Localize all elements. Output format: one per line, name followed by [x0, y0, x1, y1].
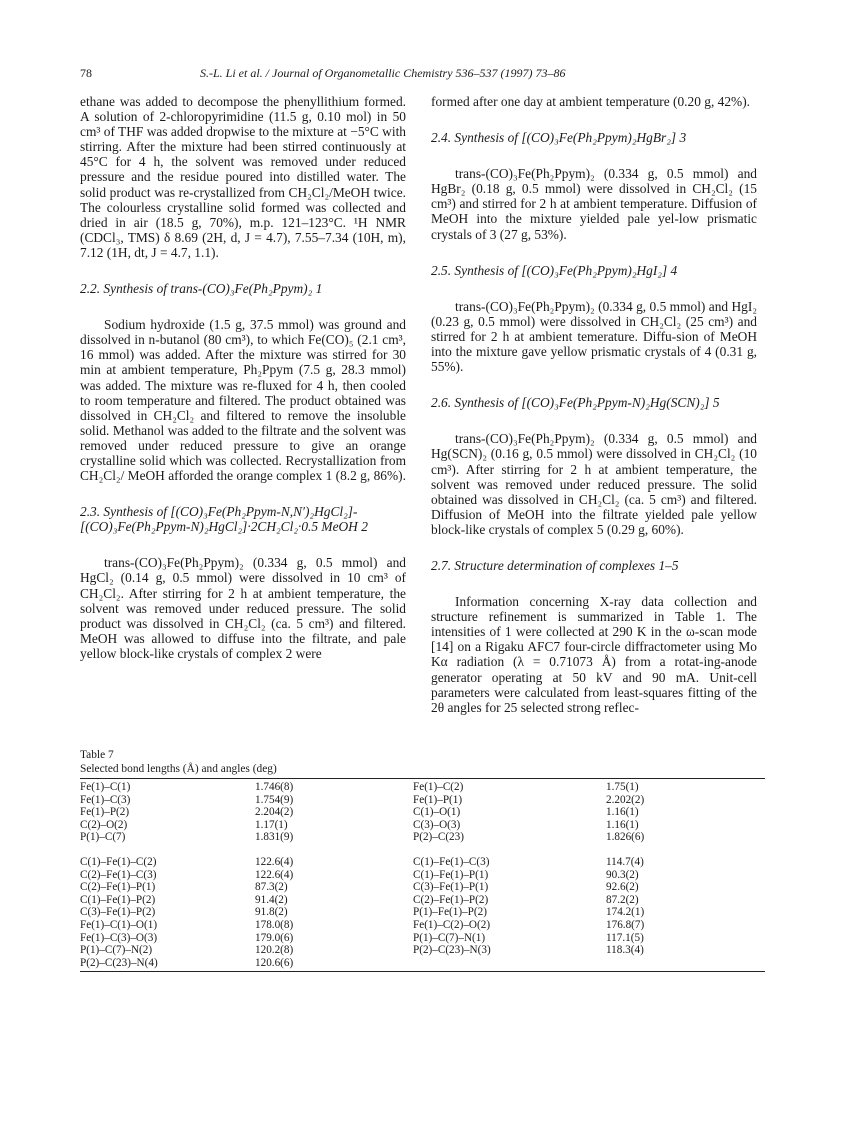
table-cell-value: 120.2(8): [255, 944, 294, 957]
table-cell-label: P(2)–C(23)–N(4): [80, 956, 158, 969]
table-cell-label: C(2)–Fe(1)–C(3): [80, 868, 157, 881]
table-cell-value: 176.8(7): [606, 918, 645, 931]
table-cell-value: 90.3(2): [606, 868, 639, 881]
table-cell-value: [606, 957, 765, 972]
table-cell-value: 117.1(5): [606, 931, 644, 944]
table-cell-label: Fe(1)–C(2): [413, 781, 464, 793]
table-cell-value: 2.204(2): [255, 806, 294, 819]
bond-angle-row: [80, 854, 765, 869]
table-cell-value: 1.826(6): [606, 831, 645, 844]
bond-length-row: [80, 831, 765, 846]
table-cell-value: 122.6(4): [255, 868, 294, 881]
paragraph-continued: formed after one day at ambient temperature (0.20 g, 42%).: [431, 94, 751, 109]
bond-angle-row: [80, 906, 765, 919]
table-cell-value: 87.2(2): [606, 893, 639, 906]
table-cell-label: C(3)–Fe(1)–P(1): [413, 881, 489, 894]
bond-length-row: [80, 779, 765, 794]
page-number: 78: [80, 66, 92, 80]
table-cell-label: C(1)–Fe(1)–P(1): [413, 868, 489, 881]
table-cell-label: C(1)–Fe(1)–P(2): [80, 893, 156, 906]
bond-angle-row: [80, 957, 765, 972]
table-cell-value: 92.6(2): [606, 881, 639, 894]
paragraph-synthesis-3: trans-(CO)₃Fe(Ph₂Ppym)₂ (0.334 g, 0.5 mmol) and HgBr₂ (0.18 g, 0.5 mmol) were dissolved in CH₂Cl₂ (15 cm³) and stirred for 2 h at ambient temperature. Diffusion of MeOH into the mixture yielded pale yel-low prismatic crystals of 3 (27 g, 53%).: [431, 166, 757, 242]
table-spacer-cell: [80, 846, 765, 854]
table-cell-value: 179.0(6): [255, 931, 294, 944]
table-title: Table 7: [80, 749, 114, 761]
right-column: [431, 94, 757, 715]
table-cell-label: Fe(1)–C(3)–O(3): [80, 931, 158, 944]
bond-table: [80, 778, 765, 972]
table-cell-label: P(2)–C(23)–N(3): [413, 944, 491, 957]
table-cell-value: 1.16(1): [606, 818, 639, 831]
table-cell-label: C(3)–Fe(1)–P(2): [80, 906, 156, 919]
section-heading-2-2: 2.2. Synthesis of trans-(CO)₃Fe(Ph₂Ppym)₂ 1: [80, 281, 323, 297]
table-cell-value: 87.3(2): [255, 881, 288, 894]
table-cell-label: Fe(1)–C(1)–O(1): [80, 918, 158, 931]
paragraph-structure-determination: Information concerning X-ray data collection and structure refinement is summarized in Table 1. The intensities of 1 were collected at 290 K in the ω-scan mode [14] on a Rigaku AFC7 four-circle diffractometer using Mo Kα radiation (λ = 0.71073 Å) from a rotat-ing-anode generator operating at 50 kV and 90 mA. Unit-cell parameters were calculated from least-squares fitting of the 2θ angles for 25 selected strong reflec-: [431, 594, 757, 715]
table-cell-label: P(1)–Fe(1)–P(2): [413, 906, 487, 919]
bond-angle-row: [80, 869, 765, 882]
bond-length-row: [80, 794, 765, 807]
paragraph-synthesis-1: Sodium hydroxide (1.5 g, 37.5 mmol) was ground and dissolved in n-butanol (80 cm³), to which Fe(CO)₅ (2.1 cm³, 16 mmol) was added. After the mixture was stirred for 30 min at ambient temperature, Ph₂Ppym (7.5 g, 28.3 mmol) was added. The mixture was re-fluxed for 4 h, then cooled to room temperature and filtered. The product obtained was dissolved in CH₂Cl₂ and filtered to remove the insoluble solid. Methanol was added to the filtrate and the solvent was removed under reduced pressure to give an orange crystalline solid which was collected. Recrystallization from CH₂Cl₂/ MeOH afforded the orange complex 1 (8.2 g, 86%).: [80, 317, 406, 484]
table-cell-label: P(1)–C(7)–N(2): [80, 944, 153, 957]
paragraph-continued: ethane was added to decompose the phenyllithium formed. A solution of 2-chloropyrimidine (11.5 g, 0.10 mol) in 50 cm³ of THF was added dropwise to the mixture at −5°C with stirring. After the mixture had been stirred continuously at 45°C for 4 h, the solvent was removed under reduced pressure and the residue poured into distilled water. The solid product was re-crystallized from CH₂Cl₂/MeOH twice. The colourless crystalline solid formed was collected and dried in air (18.5 g, 70%), m.p. 121–123°C. ¹H NMR (CDCl₃, TMS) δ 8.69 (2H, d, J = 4.7), 7.55–7.34 (10H, m), 7.12 (1H, dt, J = 4.7, 1.1).: [80, 94, 406, 260]
table-cell-label: C(1)–Fe(1)–C(2): [80, 855, 157, 868]
paragraph-synthesis-5: trans-(CO)₃Fe(Ph₂Ppym)₂ (0.334 g, 0.5 mmol) and Hg(SCN)₂ (0.16 g, 0.5 mmol) were dissolved in CH₂Cl₂ (10 cm³). After stirring for 2 h at ambient temperature, the solvent was removed under reduced pressure. The solid obtained was dissolved in CH₂Cl₂ (ca. 5 cm³) and filtered. Diffusion of MeOH into the filtrate yielded pale yellow block-like crystals of complex 5 (0.29 g, 60%).: [431, 431, 757, 537]
table-cell-value: 120.6(6): [255, 956, 294, 969]
table-cell-label: P(1)–C(7): [80, 831, 126, 844]
table-cell-value: 1.754(9): [255, 793, 294, 806]
table-cell-value: 1.16(1): [606, 806, 639, 819]
table-cell-label: C(2)–O(2): [80, 818, 128, 831]
table-cell-label: C(1)–O(1): [413, 806, 461, 819]
table-cell-value: 2.202(2): [606, 793, 645, 806]
section-heading-2-5: 2.5. Synthesis of [(CO)₃Fe(Ph₂Ppym)₂HgI₂] 4: [431, 262, 678, 278]
section-heading-2-6: 2.6. Synthesis of [(CO)₃Fe(Ph₂Ppym-N)₂Hg(SCN)₂] 5: [431, 395, 720, 411]
table-cell-label: [413, 957, 606, 972]
table-cell-value: 114.7(4): [606, 855, 644, 868]
table-cell-value: 1.17(1): [255, 818, 288, 831]
bond-angle-row: [80, 932, 765, 945]
table-row-spacer: [80, 846, 765, 854]
table-cell-label: P(1)–C(7)–N(1): [413, 931, 486, 944]
left-column: [80, 94, 406, 661]
running-head: S.-L. Li et al. / Journal of Organometallic Chemistry 536–537 (1997) 73–86: [200, 66, 566, 80]
paragraph-synthesis-2: trans-(CO)₃Fe(Ph₂Ppym)₂ (0.334 g, 0.5 mmol) and HgCl₂ (0.14 g, 0.5 mmol) were dissolved in 10 cm³ of CH₂Cl₂. After stirring for 2 h at ambient temperature, the solvent was removed under reduced pressure. The solid product was dissolved in CH₂Cl₂ (ca. 5 cm³) and filtered. MeOH was allowed to diffuse into the filtrate, and pale yellow block-like crystals of complex 2 were: [80, 555, 406, 661]
table-cell-label: Fe(1)–P(2): [80, 806, 130, 819]
table-cell-label: C(2)–Fe(1)–P(2): [413, 893, 489, 906]
table-cell-label: Fe(1)–C(2)–O(2): [413, 918, 491, 931]
table-cell-label: C(3)–O(3): [413, 818, 461, 831]
table-cell-value: 91.8(2): [255, 906, 288, 919]
table-cell-value: 1.75(1): [606, 781, 639, 793]
table-cell-label: C(1)–Fe(1)–C(3): [413, 855, 490, 868]
bond-angle-row: [80, 881, 765, 894]
table-cell-value: 91.4(2): [255, 893, 288, 906]
table-cell-label: Fe(1)–P(1): [413, 793, 463, 806]
table-caption: Selected bond lengths (Å) and angles (deg): [80, 763, 277, 775]
table-cell-value: 118.3(4): [606, 944, 644, 957]
bond-length-row: [80, 806, 765, 819]
table-cell-value: 122.6(4): [255, 855, 294, 868]
section-heading-2-7: 2.7. Structure determination of complexes 1–5: [431, 557, 679, 573]
table-cell-label: P(2)–C(23): [413, 831, 464, 844]
section-heading-2-3: 2.3. Synthesis of [(CO)₃Fe(Ph₂Ppym-N,N′)₂HgCl₂]-[(CO)₃Fe(Ph₂Ppym-N)₂HgCl₂]·2CH₂Cl₂·0.5 MeOH 2: [80, 504, 368, 535]
table-cell-value: 174.2(1): [606, 906, 645, 919]
table-cell-value: 1.831(9): [255, 831, 294, 844]
table-cell-value: 1.746(8): [255, 781, 294, 793]
bond-length-row: [80, 819, 765, 832]
table-7: [80, 748, 765, 972]
table-cell-label: Fe(1)–C(1): [80, 781, 131, 793]
paragraph-synthesis-4: trans-(CO)₃Fe(Ph₂Ppym)₂ (0.334 g, 0.5 mmol) and HgI₂ (0.23 g, 0.5 mmol) were dissolved in CH₂Cl₂ (25 cm³) and stirred for 2 h at ambient temerature. Diffu-sion of MeOH into the mixture gave yellow prismatic crystals of 4 (0.31 g, 55%).: [431, 298, 757, 375]
table-cell-label: Fe(1)–C(3): [80, 793, 131, 806]
table-cell-value: 178.0(8): [255, 918, 294, 931]
table-cell-label: C(2)–Fe(1)–P(1): [80, 881, 156, 894]
bond-angle-row: [80, 944, 765, 957]
bond-angle-row: [80, 919, 765, 932]
section-heading-2-4: 2.4. Synthesis of [(CO)₃Fe(Ph₂Ppym)₂HgBr₂] 3: [431, 130, 687, 146]
bond-angle-row: [80, 894, 765, 907]
